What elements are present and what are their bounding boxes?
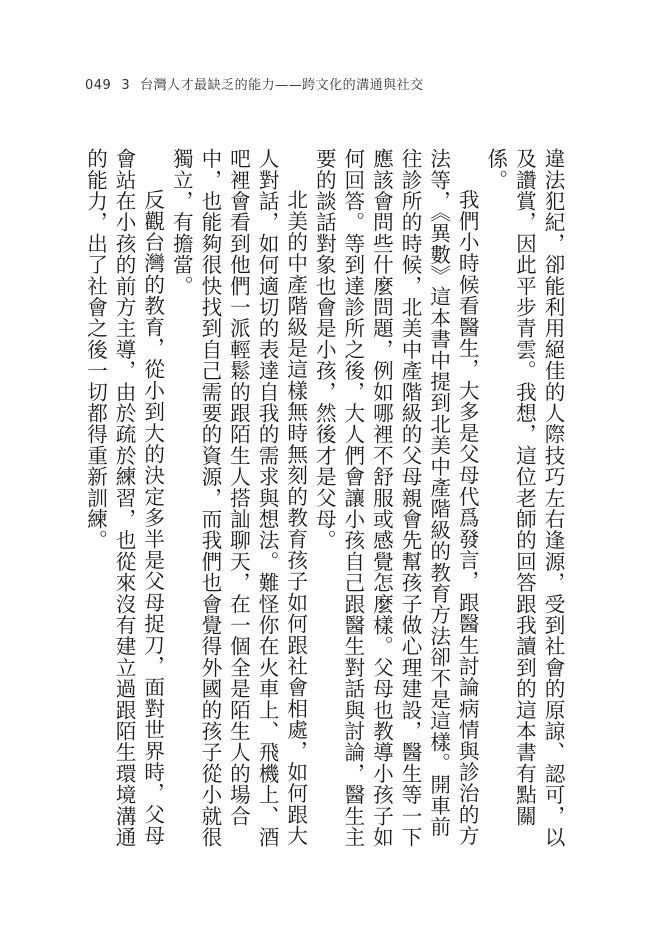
paragraph: 我們小時候看醫生，大多是父母代爲發言，跟醫生討論病情與診治的方法等，《異數》這本書中提到北美中產階級的教育方法卻不是這樣。開車前往診所的時候，北美中產階級的父母親會先幫孩子做心理建設，醫生等一下應該會問些什麼問題，例如哪裡不舒服或感覺怎麼樣。父母也教導小孩子如何回答。等到達診所之後，大人們會讓小孩自己跟醫生對話與討論，醫生主要的談話對象也會是小孩，然後才是父母。 <box>312 148 480 848</box>
chapter-title: 台灣人才最缺乏的能力——跨文化的溝通與社交 <box>140 78 424 93</box>
paragraph-continued: 違法犯紀，卻能利用絕佳的人際技巧左右逢源，受到社會的原諒、認可，以及讚賞，因此平步青雲。我想，這位老師的回答跟我讀到的這本書有點關係。 <box>483 148 565 848</box>
paragraph: 反觀台灣的教育，從小到大的決定多半是父母捉刀，面對世界時，父母會站在小孩的前方主導，由於疏於練習，也從來沒有建立過跟陌生環境溝通的能力，出了社會之後一切都得重新訓練。 <box>83 148 165 848</box>
running-header <box>85 74 424 93</box>
chapter-number: 3 <box>121 78 131 93</box>
paragraph: 北美的中產階級是這樣無時無刻的教育孩子如何跟社會相處，如何跟大人對話，如何適切的表達自我的需求與想法。難怪你在火車上、飛機上、酒吧裡會看到他們一派輕鬆的跟陌生人搭訕聊天，在一個全是陌生人的場合中，也能夠很快找到自己需要的資源，而我們也會覺得外國的孩子從小就很獨立，有擔當。 <box>169 148 308 848</box>
page-number: 049 <box>85 78 112 93</box>
page-body <box>83 148 567 858</box>
